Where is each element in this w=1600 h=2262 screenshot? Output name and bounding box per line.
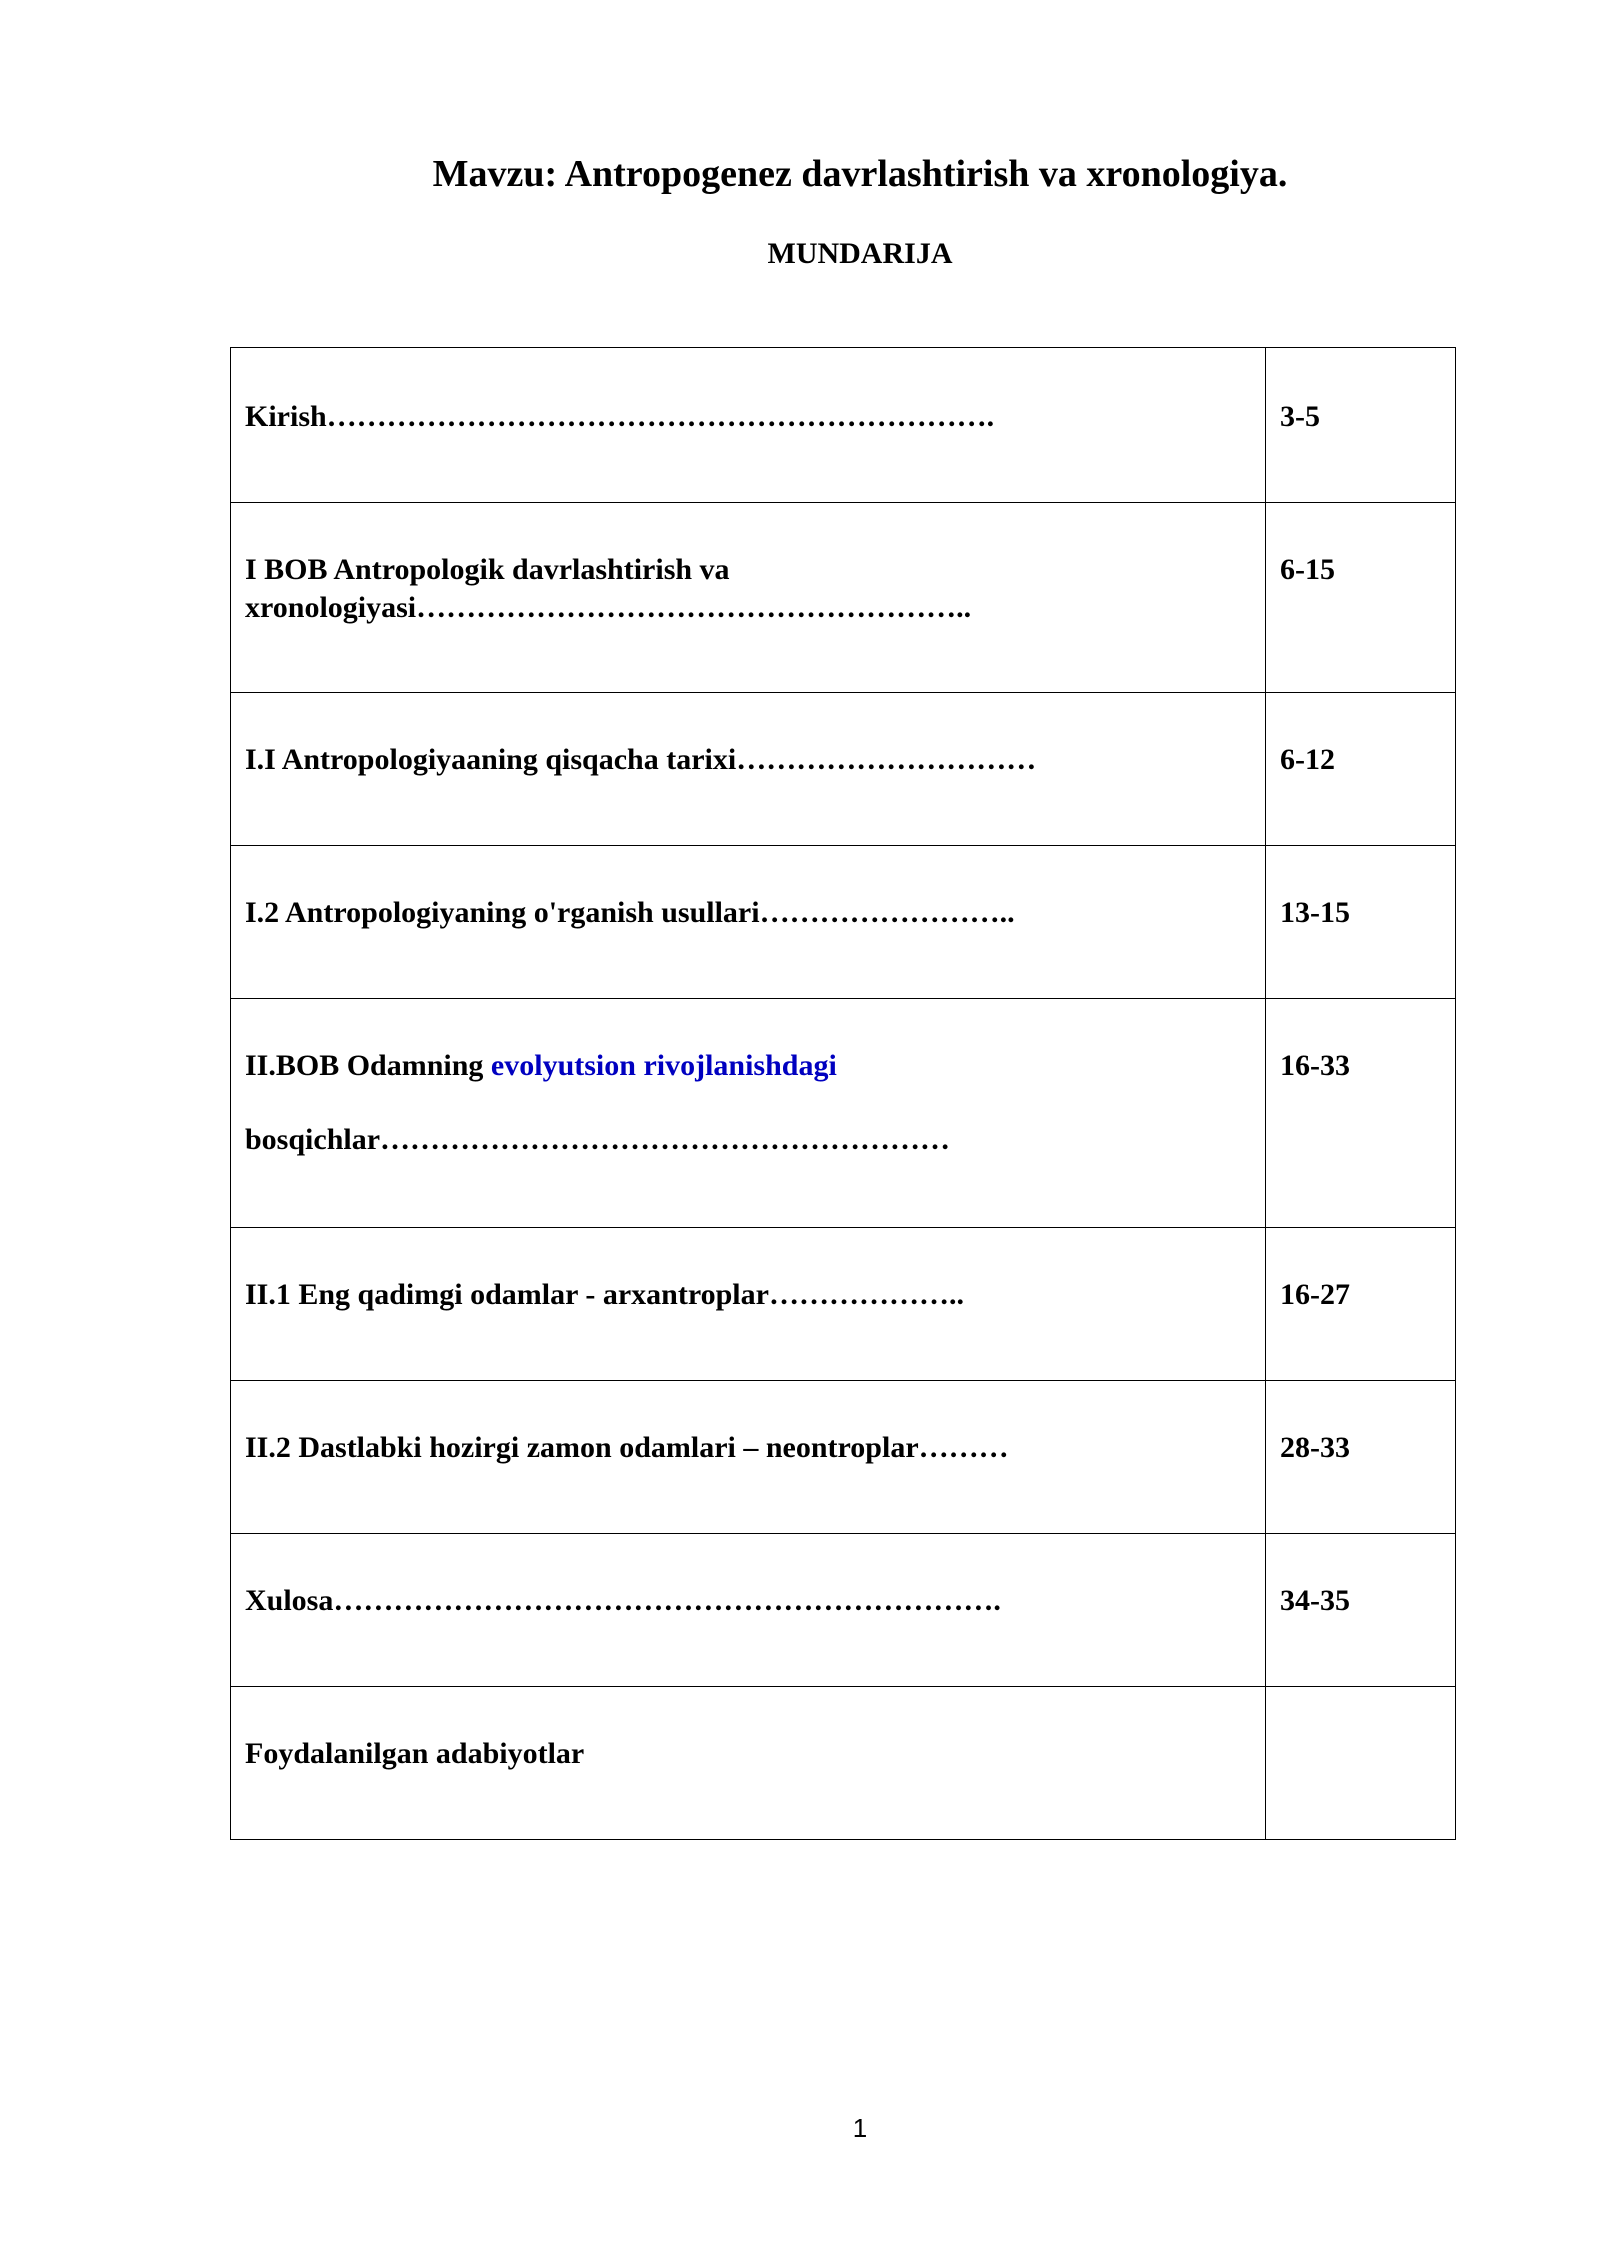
toc-entry-title: II.1 Eng qadimgi odamlar - arxantroplar……………….. xyxy=(231,1228,1266,1381)
toc-row xyxy=(231,1534,1456,1687)
toc-row xyxy=(231,348,1456,503)
toc-entry-title xyxy=(231,503,1266,693)
page-number: 1 xyxy=(852,2113,868,2143)
toc-entry-pages: 6-12 xyxy=(1266,693,1456,846)
toc-entry-title-prefix: II.BOB Odamning xyxy=(245,1049,491,1082)
toc-entry-title-highlight: evolyutsion rivojlanishdagi xyxy=(490,1049,837,1082)
toc-entry-pages xyxy=(1266,1687,1456,1840)
toc-entry-title-line xyxy=(245,1047,1251,1085)
toc-row xyxy=(231,846,1456,999)
toc-entry-pages: 34-35 xyxy=(1266,1534,1456,1687)
toc-entry-title-line: bosqichlar………………………………………………… xyxy=(245,1123,951,1156)
toc-entry-pages: 16-33 xyxy=(1266,999,1456,1228)
toc-entry-title: Foydalanilgan adabiyotlar xyxy=(231,1687,1266,1840)
toc-row xyxy=(231,693,1456,846)
document-title: Mavzu: Antropogenez davrlashtirish va xronologiya. xyxy=(432,153,1288,195)
toc-entry-pages: 28-33 xyxy=(1266,1381,1456,1534)
toc-entry-pages: 13-15 xyxy=(1266,846,1456,999)
toc-entry-pages: 3-5 xyxy=(1266,348,1456,503)
toc-entry-title xyxy=(231,999,1266,1228)
toc-row xyxy=(231,1228,1456,1381)
toc-entry-title: Kirish…………………………………………………………. xyxy=(231,348,1266,503)
toc-entry-title: I.I Antropologiyaaning qisqacha tarixi………………………… xyxy=(231,693,1266,846)
toc-entry-pages: 6-15 xyxy=(1266,503,1456,693)
toc-entry-title-line: I BOB Antropologik davrlashtirish va xyxy=(245,553,730,586)
toc-entry-title: II.2 Dastlabki hozirgi zamon odamlari – neontroplar……… xyxy=(231,1381,1266,1534)
toc-entry-pages: 16-27 xyxy=(1266,1228,1456,1381)
toc-row xyxy=(231,999,1456,1228)
toc-entry-title-line: xronologiyasi……………………………………………….. xyxy=(245,591,972,624)
toc-entry-title: I.2 Antropologiyaning o'rganish usullari…………………….. xyxy=(231,846,1266,999)
toc-row xyxy=(231,503,1456,693)
toc-heading: MUNDARIJA xyxy=(767,237,953,270)
toc-row xyxy=(231,1687,1456,1840)
toc-entry-title: Xulosa…………………………………………………………. xyxy=(231,1534,1266,1687)
table-of-contents xyxy=(230,347,1456,1840)
toc-row xyxy=(231,1381,1456,1534)
